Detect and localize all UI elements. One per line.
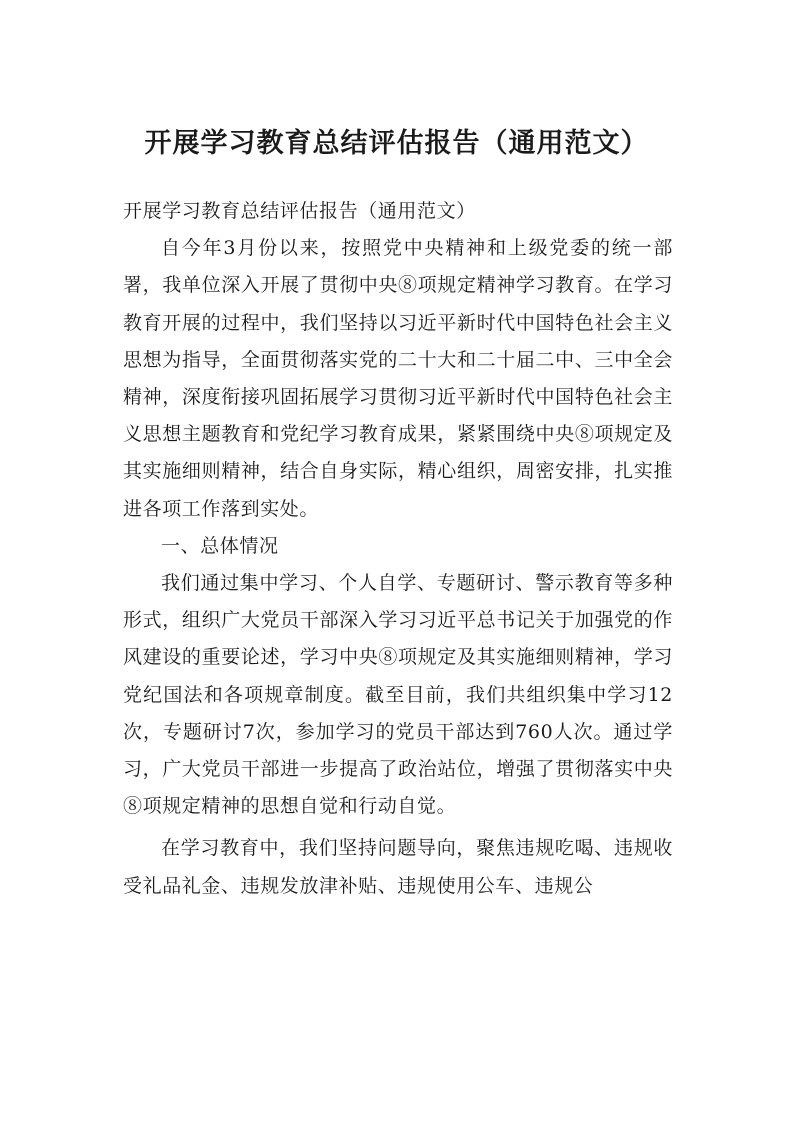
paragraph-intro: 自今年3月份以来，按照党中央精神和上级党委的统一部署，我单位深入开展了贯彻中央⑧项规定精神学习教育。在学习教育开展的过程中，我们坚持以习近平新时代中国特色社会主义思想为指导，全面贯彻落实党的二十大和二十届二中、三中全会精神，深度衔接巩固拓展学习贯彻习近平新时代中国特色社会主义思想主题教育和党纪学习教育成果，紧紧围绕中央⑧项规定及其实施细则精神，结合自身实际，精心组织，周密安排，扎实推进各项工作落到实处。 [123,237,673,520]
document-subtitle: 开展学习教育总结评估报告（通用范文） [123,200,476,222]
section-heading-overview: 一、总体情况 [161,534,279,557]
document-title: 开展学习教育总结评估报告（通用范文） [144,128,649,159]
paragraph-overview: 我们通过集中学习、个人自学、专题研讨、警示教育等多种形式，组织广大党员干部深入学习习近平总书记关于加强党的作风建设的重要论述，学习中央⑧项规定及其实施细则精神，学习党纪国法和各项规章制度。截至目前，我们共组织集中学习12次，专题研讨7次，参加学习的党员干部达到760人次。通过学习，广大党员干部进一步提高了政治站位，增强了贯彻落实中央⑧项规定精神的思想自觉和行动自觉。 [123,572,673,818]
paragraph-problem-focus: 在学习教育中，我们坚持问题导向，聚焦违规吃喝、违规收受礼品礼金、违规发放津补贴、违规使用公车、违规公 [123,837,673,897]
document-body [123,193,673,905]
